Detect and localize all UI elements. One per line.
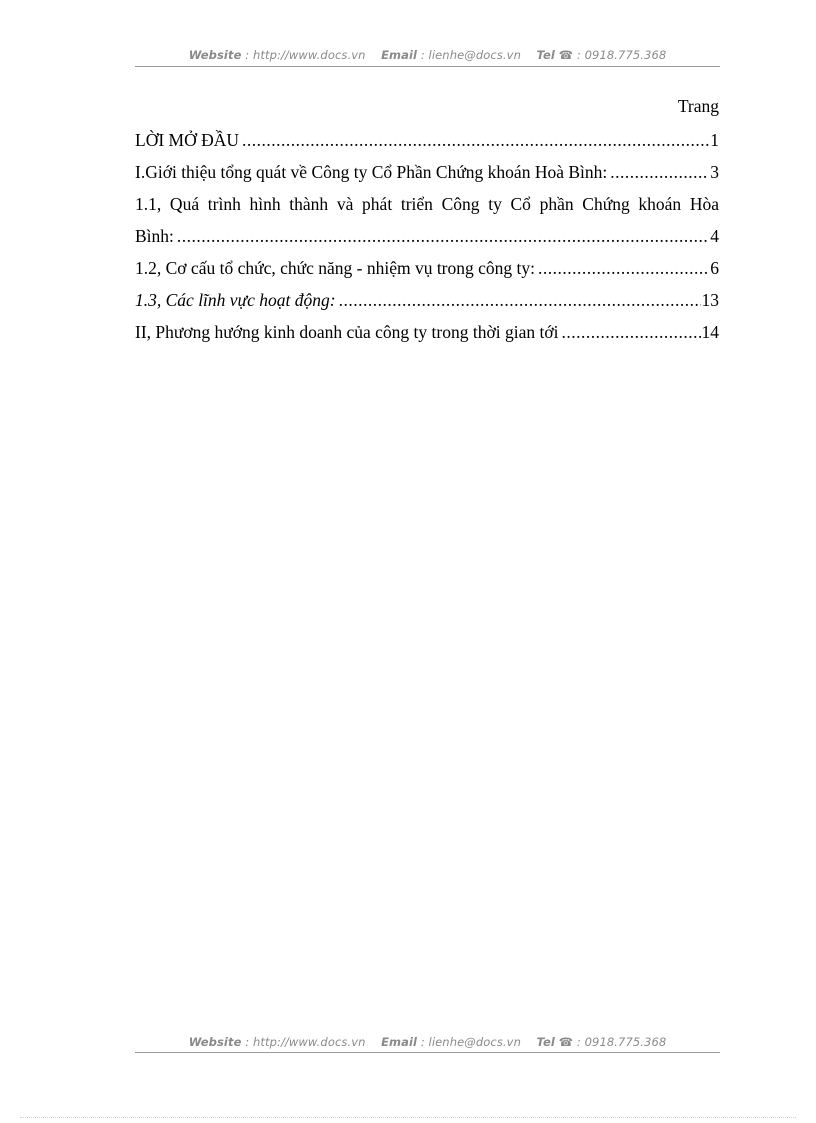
- toc-entry-section-1[interactable]: [135, 156, 719, 188]
- toc-entry-page: 1: [710, 130, 719, 150]
- toc-entry-page: 4: [710, 226, 719, 246]
- header-website-value[interactable]: : http://www.docs.vn: [245, 48, 366, 62]
- toc-entry-text: 1.3, Các lĩnh vực hoạt động:: [135, 290, 336, 310]
- toc-entry-text: LỜI MỞ ĐẦU: [135, 130, 240, 150]
- toc-entry-page: 13: [701, 290, 719, 310]
- header-divider: [135, 66, 720, 67]
- toc-leader-dots: [339, 284, 701, 316]
- toc-leader-dots: [538, 252, 709, 284]
- toc-entry-section-2[interactable]: [135, 316, 719, 348]
- page-footer: [135, 1035, 720, 1049]
- toc-page-heading: Trang: [677, 96, 719, 116]
- footer-tel-label: Tel: [536, 1035, 555, 1049]
- toc-entry-loi-mo-dau[interactable]: [135, 124, 719, 156]
- toc-entry-text: I.Giới thiệu tổng quát về Công ty Cổ Phần Chứng khoán Hoà Bình:: [135, 162, 608, 182]
- toc-entry-text: 1.2, Cơ cấu tổ chức, chức năng - nhiệm vụ trong công ty:: [135, 258, 536, 278]
- phone-icon: ☎: [558, 48, 574, 62]
- footer-tel-value: : 0918.775.368: [576, 1035, 667, 1049]
- toc-leader-dots: [610, 156, 709, 188]
- header-email-label: Email: [381, 48, 418, 62]
- page-bottom-border: [20, 1117, 796, 1118]
- footer-website-label: Website: [188, 1035, 242, 1049]
- toc-entry-page: 3: [710, 162, 719, 182]
- header-tel-label: Tel: [536, 48, 555, 62]
- toc-entry-section-1-1-line1[interactable]: 1.1, Quá trình hình thành và phát triển Công ty Cổ phần Chứng khoán Hòa: [135, 194, 719, 214]
- toc-entry-text: II, Phương hướng kinh doanh của công ty trong thời gian tới: [135, 322, 559, 342]
- footer-email-label: Email: [381, 1035, 418, 1049]
- footer-divider: [135, 1052, 720, 1053]
- footer-website-value[interactable]: : http://www.docs.vn: [245, 1035, 366, 1049]
- toc-entry-section-1-1-line2[interactable]: [135, 220, 719, 252]
- toc-entry-text: Bình:: [135, 226, 174, 246]
- phone-icon: ☎: [558, 1035, 574, 1049]
- toc-entry-section-1-2[interactable]: [135, 252, 719, 284]
- toc-entry-section-1-3[interactable]: [135, 284, 719, 316]
- header-email-value[interactable]: : lienhe@docs.vn: [420, 48, 521, 62]
- footer-email-value[interactable]: : lienhe@docs.vn: [420, 1035, 521, 1049]
- toc-entry-page: 6: [710, 258, 719, 278]
- table-of-contents: [135, 92, 719, 348]
- toc-leader-dots: [177, 220, 709, 252]
- toc-entry-page: 14: [701, 322, 719, 342]
- header-tel-value: : 0918.775.368: [576, 48, 667, 62]
- toc-leader-dots: [242, 124, 709, 156]
- toc-leader-dots: [561, 316, 700, 348]
- page-header: [135, 48, 720, 62]
- header-website-label: Website: [188, 48, 242, 62]
